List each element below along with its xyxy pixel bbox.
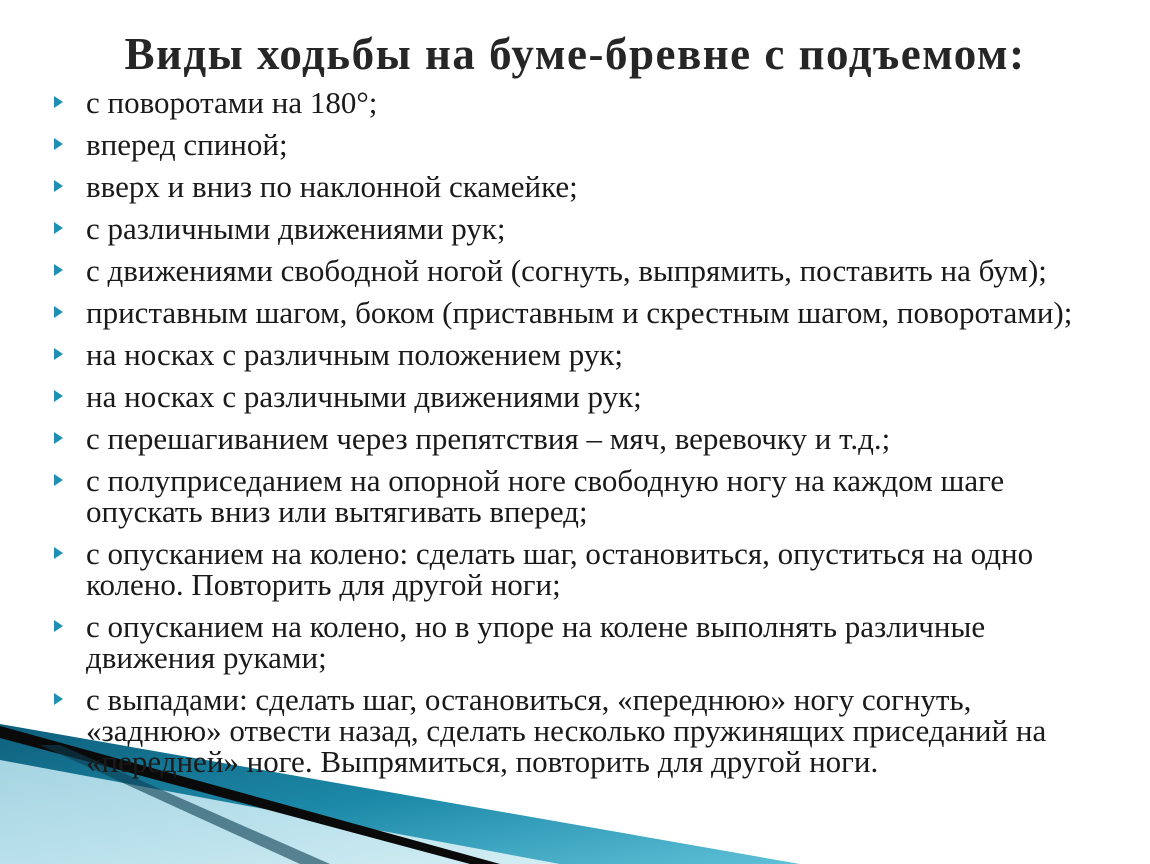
triangle-bullet-icon <box>54 96 63 108</box>
list-item-text: с движениями свободной ногой (согнуть, выпрямить, поставить на бум); <box>86 253 1047 288</box>
list-item-text: с различными движениями рук; <box>86 211 506 246</box>
list-item <box>50 538 1100 600</box>
triangle-bullet-icon <box>54 620 63 632</box>
triangle-bullet-icon <box>54 432 63 444</box>
list-item-text: приставным шагом, боком (приставным и скрестным шагом, поворотами); <box>86 295 1073 330</box>
triangle-bullet-icon <box>54 222 63 234</box>
triangle-bullet-icon <box>54 180 63 192</box>
list-item-text: вперед спиной; <box>86 127 288 162</box>
triangle-bullet-icon <box>54 547 63 559</box>
list-item <box>50 339 1100 370</box>
list-item-text: вверх и вниз по наклонной скамейке; <box>86 169 578 204</box>
list-item-text: с выпадами: сделать шаг, остановиться, «переднюю» ногу согнуть, «заднюю» отвести назад, сделать несколько пружинящих приседаний на «передней» ноге. Выпрямиться, повторить для другой ноги. <box>86 682 1047 779</box>
triangle-bullet-icon <box>54 138 63 150</box>
list-item-text: с опусканием на колено, но в упоре на колене выполнять различные движения руками; <box>86 609 986 675</box>
triangle-bullet-icon <box>54 390 63 402</box>
triangle-bullet-icon <box>54 264 63 276</box>
list-item <box>50 423 1100 454</box>
list-item-text: с перешагиванием через препятствия – мяч, веревочку и т.д.; <box>86 421 891 456</box>
list-item-text: с опусканием на колено: сделать шаг, остановиться, опуститься на одно колено. Повторить для другой ноги; <box>86 536 1034 602</box>
triangle-bullet-icon <box>54 348 63 360</box>
list-item <box>50 684 1100 777</box>
list-item-text: с поворотами на 180°; <box>86 85 378 120</box>
list-item <box>50 129 1100 160</box>
triangle-bullet-icon <box>54 474 63 486</box>
list-item <box>50 255 1100 286</box>
list-item <box>50 213 1100 244</box>
triangle-bullet-icon <box>54 306 63 318</box>
list-item <box>50 171 1100 202</box>
list-item <box>50 611 1100 673</box>
slide-title: Виды ходьбы на буме-бревне с подъемом: <box>124 29 1026 79</box>
list-item <box>50 297 1100 328</box>
list-item <box>50 87 1100 118</box>
list-item-text: на носках с различным положением рук; <box>86 337 623 372</box>
list-item <box>50 465 1100 527</box>
list-item-text: с полуприседанием на опорной ноге свободную ногу на каждом шаге опускать вниз или вытягивать вперед; <box>86 463 1005 529</box>
list-item-text: на носках с различными движениями рук; <box>86 379 642 414</box>
triangle-bullet-icon <box>54 693 63 705</box>
list-item <box>50 381 1100 412</box>
bullet-list <box>50 87 1100 788</box>
